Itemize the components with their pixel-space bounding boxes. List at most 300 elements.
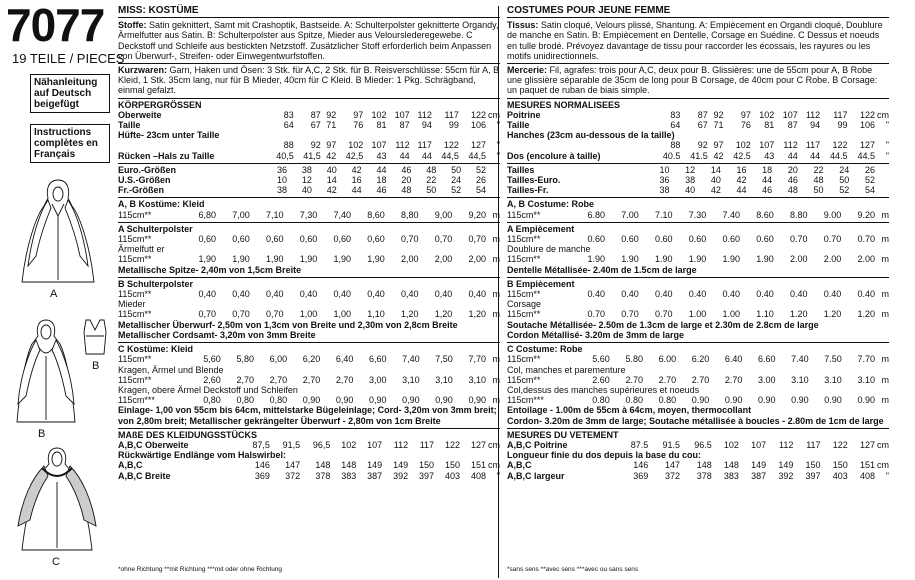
size-table: [118, 289, 500, 320]
row-value: 5.80: [625, 354, 643, 365]
row-value: 43: [376, 150, 387, 161]
row-value: 43: [764, 150, 775, 161]
row-value: 99: [448, 120, 459, 131]
row-value: 42.5: [733, 150, 751, 161]
row-value: 392: [393, 470, 409, 481]
row-label: A,B,C: [507, 460, 532, 471]
row-label: 115cm**: [507, 309, 541, 320]
table-row: [507, 110, 889, 120]
french-fabrics: [507, 20, 889, 61]
row-value: 10: [659, 164, 670, 175]
row-value: 387: [367, 470, 383, 481]
row-value: 3.10: [857, 374, 875, 385]
table-row: [507, 175, 889, 185]
row-value: 2,70: [269, 374, 288, 385]
row-value: 0,40: [400, 289, 419, 300]
row-value: 97: [353, 109, 364, 120]
table-row: [507, 151, 889, 161]
row-value: 0,90: [302, 395, 321, 406]
row-value: 20: [787, 164, 798, 175]
row-value: 151: [859, 460, 875, 471]
row-value: 1.90: [722, 254, 740, 265]
row-value: 87: [310, 109, 321, 120]
row-unit: ": [496, 120, 500, 131]
row-value: 1,20: [434, 309, 453, 320]
row-label: [118, 140, 267, 150]
row-value: 0,60: [232, 234, 250, 245]
row-value: 369: [254, 470, 270, 481]
size-table: [118, 234, 500, 265]
row-value: 94: [810, 120, 821, 131]
size-table: [118, 354, 500, 405]
row-unit: ": [496, 140, 500, 151]
row-value: 2.00: [789, 254, 808, 265]
row-value: 1,90: [198, 254, 216, 265]
row-value: 150: [805, 460, 821, 471]
notions-text: Fil, agrafes: trois pour A,C, deux pour B. Glissières: une de 55cm pour A, B Robe une glissière séparable de 35cm de long pour B Corsage, de 40cm pour C Robe. B Corsage: un paquet de ruban de biais simple.: [507, 65, 878, 96]
row-value: 7.40: [791, 354, 809, 365]
row-label: 115cm***: [118, 395, 155, 406]
table-row: [118, 395, 500, 405]
row-value: 87.5: [630, 439, 649, 450]
row-value: 6.80: [587, 209, 605, 220]
row-value: 383: [341, 470, 357, 481]
row-value: 50: [813, 185, 824, 196]
row-value: 0,60: [198, 234, 216, 245]
row-unit: m: [881, 209, 889, 220]
row-value: 0.80: [592, 395, 610, 406]
row-value: 2,70: [236, 374, 254, 385]
row-value: 112: [778, 439, 794, 450]
row-value: 48: [813, 175, 824, 186]
table-row: [507, 185, 889, 195]
row-unit: m: [881, 254, 889, 265]
row-value: 0.60: [688, 234, 707, 245]
row-value: 48: [787, 185, 798, 196]
row-label: Fr.-Größen: [118, 185, 165, 196]
row-value: 0.60: [621, 234, 639, 245]
row-value: 83: [283, 109, 294, 120]
row-value: 42,5: [345, 150, 364, 161]
row-unit: ": [885, 120, 889, 131]
row-value: 2,00: [468, 254, 486, 265]
row-value: 0,70: [468, 234, 486, 245]
row-value: 147: [664, 460, 680, 471]
row-value: 0,70: [198, 309, 216, 320]
row-value: 372: [664, 470, 680, 481]
row-value: 6,60: [369, 354, 387, 365]
row-value: 0.90: [824, 395, 842, 406]
row-label: Tailles: [507, 164, 535, 175]
row-unit: cm: [877, 439, 889, 450]
row-value: 7,30: [299, 209, 318, 220]
table-row: [507, 440, 889, 450]
row-unit: cm: [877, 109, 889, 120]
row-unit: m: [492, 374, 500, 385]
row-value: 94: [421, 120, 432, 131]
row-value: 48: [426, 164, 437, 175]
row-value: 3.10: [791, 374, 809, 385]
row-value: 1.10: [756, 309, 774, 320]
row-value: 0,40: [333, 289, 351, 300]
row-value: 97: [713, 140, 724, 151]
row-label: Rückwärtige Endlänge vom Halswirbel:: [118, 450, 287, 461]
section-note: Metallischer Cordsamt- 3,20m von 3mm Breite: [118, 329, 316, 340]
row-unit: [875, 165, 889, 175]
row-value: 1.90: [587, 254, 605, 265]
fabrics-label: Stoffe:: [118, 20, 147, 31]
row-value: 0.40: [621, 289, 639, 300]
table-row: [507, 471, 889, 481]
row-unit: [875, 175, 889, 185]
german-tables: [118, 110, 500, 481]
row-unit: m: [881, 354, 889, 365]
row-value: 383: [723, 470, 739, 481]
row-unit: ": [496, 150, 500, 161]
row-label: 115cm**: [507, 354, 541, 365]
table-row: [118, 471, 500, 481]
table-row: [118, 140, 500, 150]
german-fabrics: [118, 20, 500, 61]
row-label: Poitrine: [507, 109, 541, 120]
row-value: 0.40: [756, 289, 774, 300]
row-value: 107: [751, 439, 767, 450]
row-value: 0.70: [621, 309, 639, 320]
divider: [507, 163, 889, 196]
row-value: 44.5: [830, 150, 848, 161]
row-value: 8,80: [400, 209, 419, 220]
row-value: 41.5: [690, 150, 708, 161]
row-value: 88: [670, 140, 681, 151]
notions-text: Garn, Haken und Ösen: 3 Stk. für A,C, 2 Stk. für B. Reisverschlüsse: 55cm für A, B Kleid, 1 Stk. 35cm lang, nur für B Mieder, 40cm für C Kleid. B Mieder: 1 Pkg. Schrägband, einmal gefalzt.: [118, 65, 500, 96]
table-row: [507, 395, 889, 405]
row-value: 76: [353, 120, 364, 131]
row-value: 2.70: [658, 374, 677, 385]
table-row: [507, 130, 889, 140]
row-label: Kragen, obere Ärmel Deckstoff und Schleifen: [118, 384, 298, 395]
row-value: 92: [310, 140, 321, 151]
row-value: 3.00: [758, 374, 776, 385]
row-value: 14: [326, 175, 337, 186]
row-value: 1.00: [722, 309, 740, 320]
size-table: [507, 289, 889, 320]
row-value: 0,40: [367, 289, 385, 300]
row-value: 2.00: [823, 254, 842, 265]
row-unit: [875, 185, 889, 195]
row-value: 54: [475, 185, 486, 196]
size-table: [118, 440, 500, 481]
row-value: 0,90: [369, 395, 387, 406]
row-value: 127: [859, 439, 875, 450]
row-value: 102: [723, 439, 739, 450]
row-unit: [486, 175, 500, 185]
row-value: 387: [751, 470, 767, 481]
row-label: 115cm**: [507, 234, 541, 245]
size-table: [507, 110, 889, 161]
row-value: 107: [759, 140, 775, 151]
row-unit: m: [881, 309, 889, 320]
row-value: 7,10: [265, 209, 284, 220]
row-value: 44: [376, 164, 387, 175]
row-value: 1,20: [400, 309, 419, 320]
row-label: 115cm**: [118, 289, 152, 300]
row-unit: [486, 165, 500, 175]
row-value: 2.60: [592, 374, 610, 385]
row-value: 0.90: [724, 395, 743, 406]
row-value: 87,5: [252, 439, 270, 450]
row-value: 92: [326, 109, 337, 120]
table-row: [507, 234, 889, 244]
size-table: [507, 210, 889, 220]
row-unit: cm: [488, 109, 500, 120]
row-value: 0.70: [587, 309, 605, 320]
row-value: 122: [832, 140, 848, 151]
row-value: 76: [740, 120, 751, 131]
row-value: 14: [710, 164, 721, 175]
table-row: [118, 234, 500, 244]
row-value: 24: [451, 175, 462, 186]
row-value: 0.40: [688, 289, 707, 300]
row-value: 40.5: [662, 150, 681, 161]
section-note: Cordon Métallisé- 3.20m de 3mm de large: [507, 329, 685, 340]
table-row: [118, 385, 500, 395]
row-value: 0.70: [654, 309, 673, 320]
table-row: [118, 151, 500, 161]
row-label: 115cm**: [118, 234, 152, 245]
row-value: 2,60: [203, 374, 221, 385]
table-row: [507, 354, 889, 364]
row-value: 83: [670, 109, 681, 120]
row-value: 5,60: [203, 354, 221, 365]
table-row: [507, 140, 889, 150]
row-value: 22: [426, 175, 437, 186]
row-value: 1,10: [367, 309, 385, 320]
french-tables: [507, 110, 889, 481]
row-value: 6.40: [724, 354, 743, 365]
row-label: Mieder: [118, 299, 146, 310]
section-note: Metallische Spitze- 2,40m von 1,5cm Breite: [118, 264, 302, 275]
row-value: 97: [326, 140, 337, 151]
row-value: 6,20: [302, 354, 321, 365]
row-value: 1.90: [654, 254, 673, 265]
row-value: 7.40: [722, 209, 740, 220]
row-value: 0.70: [789, 234, 808, 245]
row-value: 127: [470, 140, 486, 151]
row-value: 3,10: [402, 374, 420, 385]
row-value: 0.40: [587, 289, 605, 300]
row-value: 148: [315, 460, 331, 471]
row-value: 1,90: [367, 254, 385, 265]
table-row: [118, 440, 500, 450]
yardage-section: [118, 222, 500, 275]
table-row: [507, 244, 889, 254]
table-row: [118, 289, 500, 299]
row-value: 0,60: [367, 234, 385, 245]
row-value: 10: [276, 175, 287, 186]
row-unit: m: [881, 374, 889, 385]
row-value: 397: [805, 470, 821, 481]
row-value: 42: [710, 185, 721, 196]
row-value: 24: [839, 164, 850, 175]
row-unit: cm: [488, 460, 500, 471]
row-value: 44,5: [468, 150, 486, 161]
row-value: 67: [697, 120, 708, 131]
row-label: Euro.-Größen: [118, 164, 176, 175]
row-value: 122: [832, 439, 848, 450]
row-value: 2.70: [724, 374, 743, 385]
row-value: 44: [762, 175, 773, 186]
row-label: Col,dessus des manches supérieures et noeuds: [507, 384, 700, 395]
row-value: 117: [444, 109, 459, 120]
row-label: Taille: [118, 120, 141, 131]
row-value: 0,40: [198, 289, 216, 300]
row-value: 50: [451, 164, 462, 175]
row-value: 36: [659, 175, 670, 186]
row-value: 102: [735, 140, 751, 151]
row-value: 107: [394, 109, 410, 120]
row-value: 102: [759, 109, 775, 120]
row-value: 0,40: [468, 289, 486, 300]
section-title: A Schulterpolster: [118, 223, 193, 234]
row-unit: m: [492, 309, 500, 320]
section-title: A Empiècement: [507, 223, 575, 234]
row-label: Oberweite: [118, 109, 162, 120]
row-value: 0,80: [269, 395, 288, 406]
row-value: 0,60: [333, 234, 351, 245]
row-value: 151: [470, 460, 486, 471]
row-value: 106: [859, 120, 875, 131]
row-value: 7,70: [468, 354, 486, 365]
row-value: 148: [696, 460, 712, 471]
table-row: [507, 289, 889, 299]
row-value: 372: [285, 470, 301, 481]
row-value: 1.90: [621, 254, 639, 265]
table-row: [118, 165, 500, 175]
divider: [118, 163, 500, 196]
row-value: 146: [254, 460, 270, 471]
row-label: Longueur finie du dos depuis la base du cou:: [507, 450, 702, 461]
row-value: 0.40: [823, 289, 842, 300]
yardage-section: [118, 277, 500, 340]
row-value: 150: [419, 460, 435, 471]
yardage-section: [507, 277, 889, 340]
row-value: 2,70: [302, 374, 321, 385]
table-row: [507, 309, 889, 319]
row-value: 0.40: [857, 289, 875, 300]
size-table: [507, 440, 889, 481]
row-value: 50: [426, 185, 437, 196]
table-row: [118, 450, 500, 460]
row-value: 46: [401, 164, 412, 175]
row-value: 0,90: [335, 395, 354, 406]
row-value: 41,5: [303, 150, 321, 161]
row-label: Corsage: [507, 299, 542, 310]
row-value: 40: [710, 175, 721, 186]
row-value: 42: [736, 175, 747, 186]
row-label: Hüfte- 23cm unter Taille: [118, 130, 220, 141]
row-value: 54: [864, 185, 875, 196]
row-unit: [486, 185, 500, 195]
row-value: 0.90: [758, 395, 776, 406]
row-value: 22: [813, 164, 824, 175]
table-row: [118, 375, 500, 385]
costume-a-illustration: [18, 176, 98, 286]
row-unit: m: [881, 234, 889, 245]
row-value: 408: [470, 470, 486, 481]
row-value: 2.00: [857, 254, 875, 265]
french-title: COSTUMES POUR JEUNE FEMME: [507, 6, 889, 18]
size-table: [507, 234, 889, 265]
row-value: 2,00: [434, 254, 453, 265]
row-value: 0.40: [789, 289, 808, 300]
section-title: B Empiècement: [507, 278, 575, 289]
row-label: 115cm***: [507, 395, 544, 406]
row-value: 44: [736, 185, 747, 196]
row-unit: ": [885, 150, 889, 161]
row-value: 71: [326, 120, 337, 131]
row-value: 0,60: [299, 234, 318, 245]
size-table: [118, 165, 500, 196]
row-label: U.S.-Größen: [118, 175, 171, 186]
row-value: 40,5: [276, 150, 294, 161]
table-row: [507, 165, 889, 175]
row-value: 8.60: [756, 209, 774, 220]
table-row: [118, 210, 500, 220]
row-label: 115cm**: [507, 254, 541, 265]
row-value: 1,90: [232, 254, 250, 265]
yardage-section: [118, 197, 500, 219]
row-value: 0.90: [857, 395, 875, 406]
row-value: 0,90: [468, 395, 486, 406]
row-value: 1.20: [823, 309, 842, 320]
row-value: 6,40: [335, 354, 354, 365]
table-row: [507, 385, 889, 395]
row-value: 16: [351, 175, 362, 186]
table-row: [507, 460, 889, 470]
row-value: 0.70: [823, 234, 842, 245]
table-row: [118, 460, 500, 470]
row-value: 18: [376, 175, 387, 186]
row-unit: m: [881, 395, 889, 406]
row-value: 0.60: [587, 234, 605, 245]
row-value: 0.90: [791, 395, 809, 406]
section-title: A, B Costume: Robe: [507, 199, 595, 210]
table-row: [118, 299, 500, 309]
row-value: 0.40: [654, 289, 673, 300]
section-note: Cordon- 3.20m de 3mm de large; Soutache métallisée à boucles - 2.80m de 1cm de large: [507, 415, 884, 426]
row-value: 26: [475, 175, 486, 186]
row-value: 97: [740, 109, 751, 120]
row-value: 7.30: [688, 209, 707, 220]
row-value: 1.90: [688, 254, 707, 265]
row-value: 117: [833, 109, 848, 120]
row-value: 16: [736, 164, 747, 175]
table-row: [118, 309, 500, 319]
french-instructions-badge: Instructions complètes en Français: [30, 124, 110, 163]
row-label: Kragen, Ärmel und Blende: [118, 364, 224, 375]
row-value: 91,5: [282, 439, 301, 450]
row-value: 87: [697, 109, 708, 120]
row-value: 408: [859, 470, 875, 481]
row-value: 64: [670, 120, 681, 131]
row-value: 44: [399, 150, 410, 161]
row-value: 44: [810, 150, 821, 161]
row-value: 46: [376, 185, 387, 196]
row-value: 117: [805, 140, 821, 151]
row-value: 2.70: [625, 374, 643, 385]
row-value: 40: [326, 164, 337, 175]
row-value: 42: [326, 150, 337, 161]
